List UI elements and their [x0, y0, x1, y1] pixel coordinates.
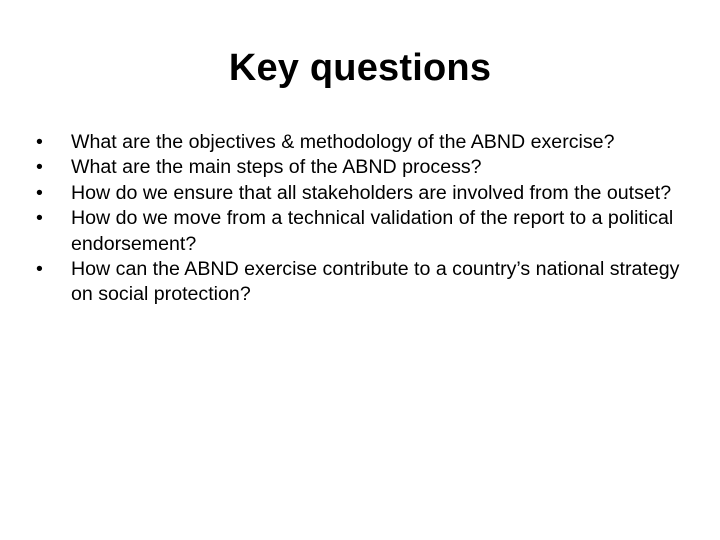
bullet-dot-icon: •	[36, 258, 43, 281]
bullet-text: How do we ensure that all stakeholders are involved from the outset?	[71, 181, 672, 204]
bullet-item-national-strategy	[36, 257, 686, 308]
bullet-item-stakeholders	[36, 181, 686, 206]
bullet-text: What are the main steps of the ABND process?	[71, 156, 482, 179]
bullet-text: What are the objectives & methodology of the ABND exercise?	[71, 131, 615, 153]
slide-title: Key questions	[228, 47, 492, 89]
bullet-list	[36, 130, 686, 308]
bullet-item-objectives	[36, 130, 686, 155]
bullet-dot-icon: •	[36, 207, 43, 230]
bullet-item-main-steps	[36, 155, 686, 180]
bullet-dot-icon: •	[36, 131, 43, 153]
bullet-text: How can the ABND exercise contribute to a country’s national strategy on social protection?	[71, 258, 680, 306]
bullet-text: How do we move from a technical validation of the report to a political endorsement?	[71, 207, 674, 255]
bullet-dot-icon: •	[36, 181, 43, 204]
bullet-dot-icon: •	[36, 156, 43, 179]
bullet-item-validation	[36, 206, 686, 257]
